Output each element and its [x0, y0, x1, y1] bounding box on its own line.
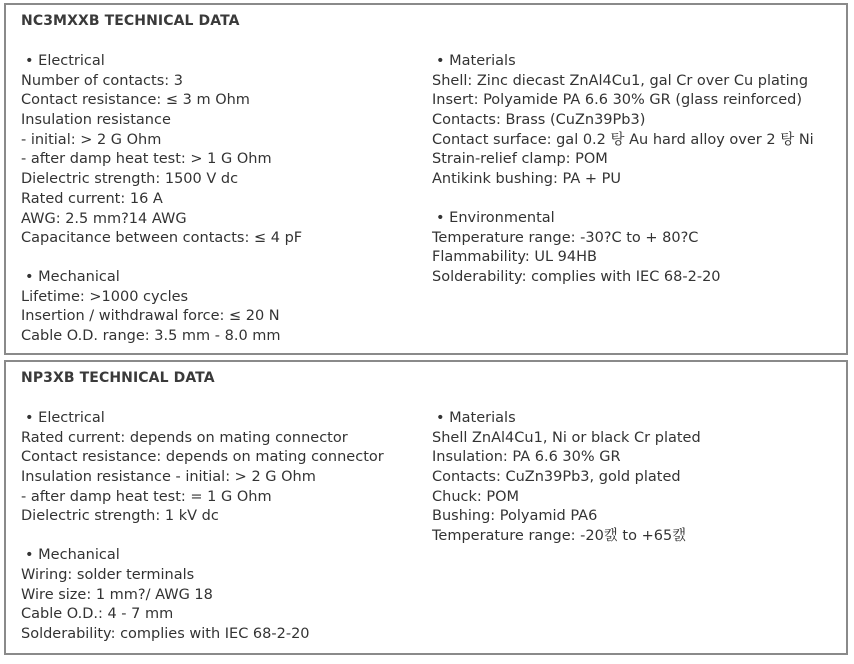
nc3mxxb-technical-data-panel — [4, 3, 848, 355]
section-heading: • Environmental — [436, 209, 555, 226]
spec-line: Shell ZnAl4Cu1, Ni or black Cr plated — [432, 429, 701, 446]
spec-line: Rated current: 16 A — [21, 190, 163, 207]
spec-line: Contacts: CuZn39Pb3, gold plated — [432, 469, 681, 486]
spec-line: Rated current: depends on mating connector — [21, 429, 348, 446]
section-heading: • Mechanical — [25, 268, 120, 285]
spec-line: Insulation resistance - initial: > 2 G Ohm — [21, 469, 316, 486]
panel-title: NP3XB TECHNICAL DATA — [21, 370, 215, 386]
spec-line: Contacts: Brass (CuZn39Pb3) — [432, 112, 646, 129]
panel-title: NC3MXXB TECHNICAL DATA — [21, 13, 240, 29]
electrical-section — [21, 52, 421, 249]
section-heading: • Electrical — [25, 53, 105, 69]
spec-line: Shell: Zinc diecast ZnAl4Cu1, gal Cr over Cu plating — [432, 72, 809, 89]
spec-line: - initial: > 2 G Ohm — [21, 131, 162, 148]
left-column — [21, 52, 421, 366]
mechanical-section — [21, 268, 421, 347]
spec-line: Lifetime: >1000 cycles — [21, 288, 189, 305]
right-column — [432, 52, 846, 307]
spec-line: Contact resistance: ≤ 3 m Ohm — [21, 92, 250, 109]
left-column — [21, 409, 421, 664]
spec-line: Cable O.D. range: 3.5 mm - 8.0 mm — [21, 327, 281, 344]
section-heading: • Electrical — [25, 410, 105, 426]
materials-section — [432, 52, 846, 190]
spec-line: Insulation resistance — [21, 112, 171, 129]
spec-line: Insulation: PA 6.6 30% GR — [432, 449, 621, 466]
spec-line: Solderability: complies with IEC 68-2-20 — [432, 268, 721, 285]
electrical-section — [21, 409, 421, 527]
spec-line: AWG: 2.5 mm?14 AWG — [21, 210, 187, 227]
spec-line: Flammability: UL 94HB — [432, 249, 597, 266]
section-heading: • Materials — [436, 410, 516, 426]
spec-line: - after damp heat test: = 1 G Ohm — [21, 488, 272, 505]
spec-line: Antikink bushing: PA + PU — [432, 171, 621, 188]
spec-line: Insertion / withdrawal force: ≤ 20 N — [21, 308, 280, 325]
environmental-section — [432, 209, 846, 288]
spec-line: Solderability: complies with IEC 68-2-20 — [21, 625, 310, 642]
spec-line: Number of contacts: 3 — [21, 72, 183, 89]
np3xb-technical-data-panel — [4, 360, 848, 655]
spec-line: Dielectric strength: 1 kV dc — [21, 508, 219, 525]
spec-line: Chuck: POM — [432, 488, 520, 505]
spec-line: - after damp heat test: > 1 G Ohm — [21, 151, 272, 168]
spec-line: Temperature range: -30?C to + 80?C — [432, 229, 699, 246]
spec-line: Wire size: 1 mm?/ AWG 18 — [21, 586, 213, 603]
spec-line: Capacitance between contacts: ≤ 4 pF — [21, 230, 303, 247]
spec-line: Contact surface: gal 0.2 탕 Au hard alloy over 2 탕 Ni — [432, 131, 814, 148]
mechanical-section — [21, 546, 421, 644]
spec-line: Temperature range: -20캜 to +65캜 — [432, 528, 687, 545]
spec-line: Strain-relief clamp: POM — [432, 151, 608, 168]
section-heading: • Materials — [436, 53, 516, 69]
section-heading: • Mechanical — [25, 547, 120, 564]
spec-line: Wiring: solder terminals — [21, 566, 195, 583]
materials-section — [432, 409, 846, 547]
right-column — [432, 409, 846, 566]
spec-line: Contact resistance: depends on mating connector — [21, 449, 384, 466]
spec-line: Insert: Polyamide PA 6.6 30% GR (glass reinforced) — [432, 92, 802, 109]
spec-line: Bushing: Polyamid PA6 — [432, 508, 598, 525]
spec-line: Cable O.D.: 4 - 7 mm — [21, 606, 174, 623]
spec-line: Dielectric strength: 1500 V dc — [21, 171, 239, 188]
